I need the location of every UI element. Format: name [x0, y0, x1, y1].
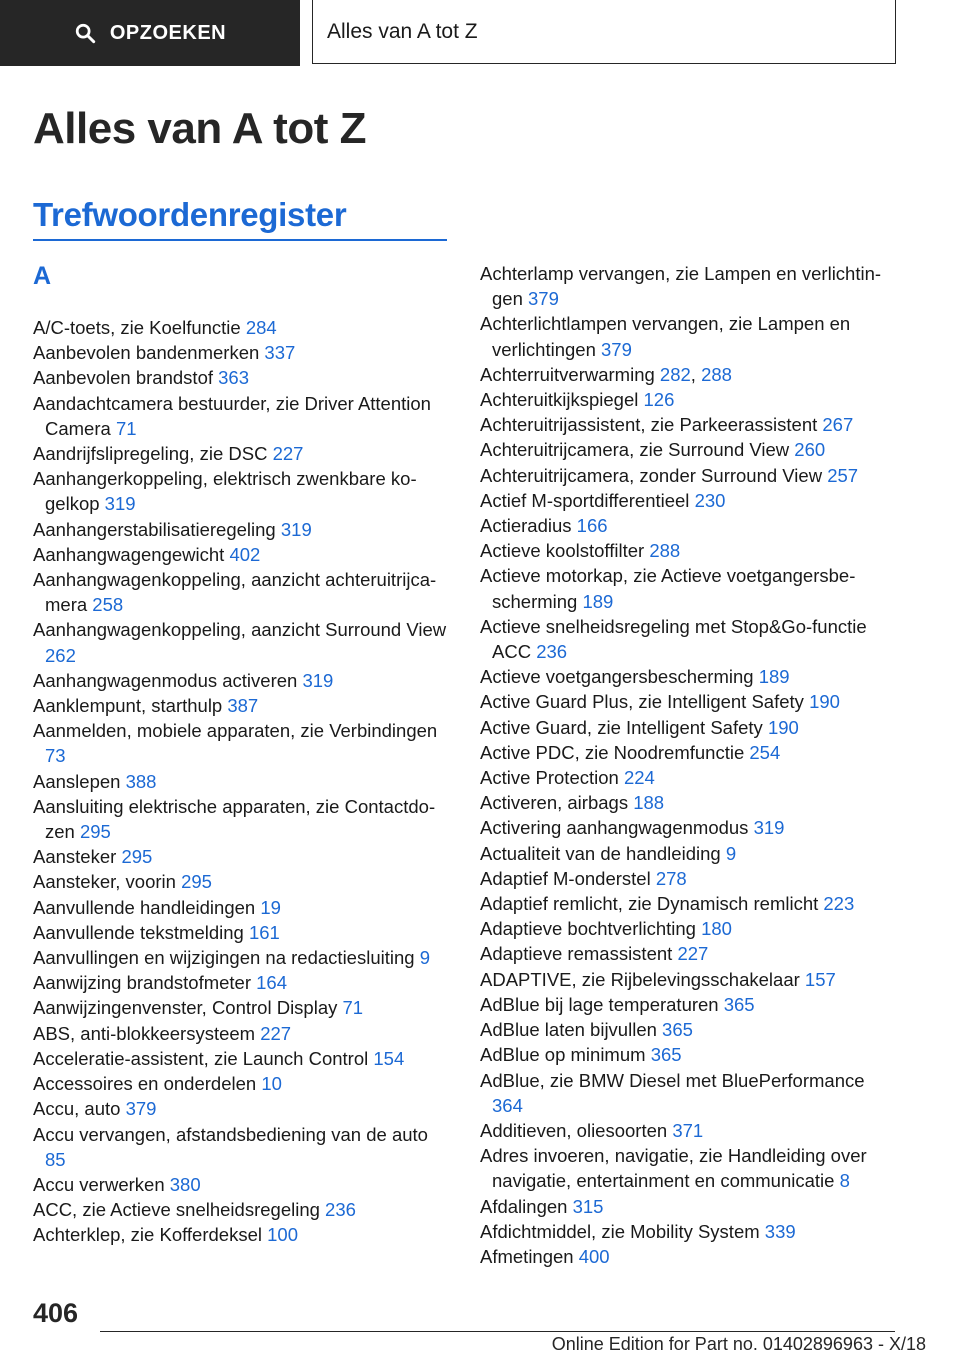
page-link[interactable]: 319 [104, 493, 136, 515]
page-link[interactable]: 400 [578, 1245, 610, 1267]
index-entry-text: Adaptief remlicht, zie Dynamisch remlicht [480, 893, 824, 915]
page-title: Alles van A tot Z [33, 104, 366, 153]
page-link[interactable]: 10 [261, 1073, 282, 1095]
section-divider [33, 239, 447, 241]
page-link[interactable]: 319 [302, 669, 334, 691]
index-entry-text: Active PDC, zie Noodremfunctie [480, 741, 750, 763]
index-entry [33, 794, 451, 844]
page-link[interactable]: 295 [121, 846, 153, 868]
index-entry-text: Achteruitrijcamera, zonder Surround View [480, 464, 828, 486]
index-column-right [480, 261, 900, 1269]
index-entry-text: Afdichtmiddel, zie Mobility System [480, 1220, 765, 1242]
index-entry-text: Actieve voetgangersbescherming [480, 666, 759, 688]
index-entry-text: Aanvullende tekstmelding [33, 921, 249, 943]
index-entry-text: Accessoires en onderdelen [33, 1073, 262, 1095]
page-link[interactable]: 364 [492, 1094, 523, 1116]
index-entry-text: Aanklempunt, starthulp [33, 695, 228, 717]
page-link[interactable]: 85 [45, 1148, 66, 1170]
index-entry [33, 1222, 451, 1247]
page-link[interactable]: 190 [767, 716, 799, 738]
page-link[interactable]: 227 [260, 1022, 292, 1044]
page-link[interactable]: 365 [662, 1019, 693, 1041]
page-link[interactable]: 154 [373, 1047, 405, 1069]
index-entry [33, 970, 451, 995]
page-link[interactable]: 365 [723, 993, 755, 1015]
index-entry [33, 617, 451, 667]
page-link[interactable]: 189 [582, 590, 614, 612]
search-button[interactable] [0, 0, 300, 66]
index-entry-text: Aanhangerstabilisatieregeling [33, 518, 281, 540]
index-entry [33, 693, 451, 718]
footer-divider [100, 1331, 895, 1332]
index-entry [480, 1143, 900, 1193]
index-entry [480, 841, 900, 866]
index-entry-text: Acceleratie-assistent, zie Launch Control [33, 1047, 374, 1069]
index-entry-text: AdBlue op minimum [480, 1044, 651, 1066]
page-link[interactable]: 230 [694, 489, 726, 511]
page-link[interactable]: 295 [79, 821, 111, 843]
index-entry-text: Aanhangwagenmodus activeren [33, 669, 303, 691]
index-entry [33, 1096, 451, 1121]
page-link[interactable]: 258 [92, 594, 124, 616]
index-entry [480, 891, 900, 916]
search-button-label: OPZOEKEN [109, 21, 227, 44]
index-entry [480, 1244, 900, 1269]
index-entry-text: Aanvullende handleidingen [33, 896, 261, 918]
index-entry-text: AdBlue bij lage temperaturen [480, 993, 724, 1015]
index-entry-text: Aanbevolen bandenmerken [33, 342, 265, 364]
page-link[interactable]: 379 [125, 1098, 157, 1120]
page-link[interactable]: 267 [822, 414, 854, 436]
index-entry-text: ACC, zie Actieve snelheidsregeling [33, 1199, 326, 1221]
index-entry: Achterruitverwarming 282, 288 [480, 363, 732, 385]
page-link[interactable]: 227 [677, 943, 709, 965]
index-entry-text: Activeren, airbags [480, 792, 634, 814]
index-entry [33, 391, 451, 441]
index-entry-text: Aanhangerkoppeling, elektrisch zwenkbare kogelkop [33, 468, 417, 515]
page-link[interactable]: 9 [419, 947, 430, 969]
index-entry-text: Achterlamp vervangen, zie Lampen en verlichtingen [480, 263, 882, 310]
index-entry [480, 437, 900, 462]
page-link[interactable]: 223 [823, 893, 855, 915]
page-link[interactable]: 190 [809, 691, 840, 713]
index-entry [33, 718, 451, 768]
index-entry-text: Achterklep, zie Kofferdeksel [33, 1224, 268, 1246]
index-entry [33, 315, 451, 340]
index-entry-text: A/C-toets, zie Koelfunctie [33, 317, 246, 338]
page-link[interactable]: 260 [794, 439, 826, 461]
section-title: Trefwoordenregister [33, 196, 347, 233]
index-entry-text: Aanslepen [33, 770, 126, 792]
page-link[interactable]: 379 [601, 338, 632, 360]
index-entry-text: Aanhangwagengewicht [33, 543, 230, 565]
index-entry [480, 1219, 900, 1244]
index-entry-text: Achteruitkijkspiegel [480, 389, 644, 411]
page-link[interactable]: 363 [218, 367, 250, 389]
index-entry-text: Aanvullingen en wijzigingen na redactiesluiting [33, 947, 420, 969]
page-link[interactable]: 319 [280, 518, 312, 540]
index-entry-text: Adaptieve bochtverlichting [480, 918, 702, 940]
footer-edition-text: Online Edition for Part no. 01402896963 - X/18 [551, 1334, 926, 1354]
index-entry [480, 538, 900, 563]
index-entry-text: Adaptief M-onderstel [480, 867, 656, 889]
page-link[interactable]: 262 [45, 644, 76, 666]
index-entry-text: Actieve koolstoffilter [480, 540, 650, 562]
page-link[interactable]: 282 [659, 363, 691, 385]
index-entry [480, 1194, 900, 1219]
index-entry-text: Accu, auto [33, 1098, 126, 1120]
index-entry [33, 769, 451, 794]
index-entry-text: Aanhangwagenkoppeling, aanzicht Surround View [33, 619, 447, 641]
page-link[interactable]: 236 [536, 641, 568, 663]
page-link[interactable]: 257 [827, 464, 859, 486]
index-entry [480, 992, 900, 1017]
index-entry [480, 311, 900, 361]
index-entry [33, 365, 451, 390]
index-entry [480, 563, 900, 613]
index-entry [33, 1071, 451, 1096]
page-link[interactable]: 224 [623, 767, 655, 789]
page-link[interactable]: 315 [572, 1195, 604, 1217]
page-link[interactable]: 288 [701, 363, 732, 385]
index-entry [33, 1197, 451, 1222]
index-column-left [33, 315, 451, 1248]
index-entry [480, 715, 900, 740]
index-entry [480, 740, 900, 765]
index-entry [33, 869, 451, 894]
page-link[interactable]: 164 [256, 972, 288, 994]
index-entry [480, 261, 900, 311]
page-link[interactable]: 189 [758, 666, 790, 688]
page-link[interactable]: 227 [272, 443, 304, 465]
breadcrumb[interactable] [312, 0, 896, 64]
page-link[interactable]: 380 [169, 1173, 201, 1195]
page-link[interactable]: 71 [115, 417, 137, 439]
page-link[interactable]: 319 [753, 817, 785, 839]
page-link[interactable]: 71 [342, 997, 364, 1019]
index-entry [33, 895, 451, 920]
page-link[interactable]: 19 [260, 896, 281, 918]
index-entry [480, 790, 900, 815]
index-entry [33, 441, 451, 466]
index-entry [33, 945, 451, 970]
index-entry-text: Aanwijzing brandstofmeter [33, 972, 257, 994]
index-entry-text: Achteruitrijassistent, zie Parkeerassistent [480, 414, 823, 436]
index-entry [33, 920, 451, 945]
index-entry-text: Achteruitrijcamera, zie Surround View [480, 439, 795, 461]
index-entry-text: Active Guard, zie Intelligent Safety [480, 716, 768, 738]
index-entry-text: Adres invoeren, navigatie, zie Handleiding over navigatie, entertainment en communicatie [480, 1145, 867, 1192]
page-link[interactable]: 339 [764, 1220, 796, 1242]
breadcrumb-label: Alles van A tot Z [327, 19, 478, 43]
index-entry [33, 1021, 451, 1046]
page-link[interactable]: 188 [633, 792, 665, 814]
index-entry [480, 513, 900, 538]
index-entry-text: Activering aanhangwagenmodus [480, 817, 754, 839]
index-entry-text: AdBlue, zie BMW Diesel met BluePerformance [480, 1069, 865, 1091]
index-entry [480, 1068, 900, 1118]
index-letter-heading: A [33, 262, 52, 290]
index-entry-text: Aandachtcamera bestuurder, zie Driver Attention Camera [33, 392, 431, 439]
index-entry-text: Actualiteit van de handleiding [480, 842, 726, 864]
index-entry [480, 1118, 900, 1143]
page-link[interactable]: 126 [643, 389, 675, 411]
index-entry [480, 815, 900, 840]
page-link[interactable]: 180 [701, 918, 732, 940]
page-link[interactable]: 161 [248, 921, 280, 943]
index-entry-text: Accu vervangen, afstandsbediening van de auto [33, 1123, 428, 1145]
index-entry-text: Aanhangwagenkoppeling, aanzicht achteruitrijcamera [33, 569, 437, 616]
index-entry-text: ABS, anti-blokkeersysteem [33, 1022, 261, 1044]
index-entry [480, 765, 900, 790]
index-entry [33, 542, 451, 567]
index-entry [480, 614, 900, 664]
index-entry [480, 941, 900, 966]
index-entry [33, 1122, 451, 1172]
page-link[interactable]: 284 [245, 317, 277, 338]
index-entry-text: Aansteker [33, 846, 122, 868]
index-entry [480, 488, 900, 513]
page-link[interactable]: 157 [804, 968, 836, 990]
index-entry-text: Actief M-sportdifferentieel [480, 489, 695, 511]
index-entry-text: Additieven, oliesoorten [480, 1119, 673, 1141]
index-entry-text: Afdalingen [480, 1195, 573, 1217]
index-entry [480, 689, 900, 714]
page-link[interactable]: 371 [672, 1119, 704, 1141]
index-entry-text: Actieve motorkap, zie Actieve voetgangersbescherming [480, 565, 856, 612]
index-entry-text: Actieve snelheidsregeling met Stop&Go-functie ACC [480, 615, 867, 663]
index-entry-text: AdBlue laten bijvullen [480, 1019, 663, 1041]
page-link[interactable]: 337 [264, 342, 296, 364]
index-entry [480, 866, 900, 891]
page-link[interactable]: 8 [839, 1170, 850, 1192]
index-entry-text: Aandrijfslipregeling, zie DSC [33, 443, 273, 465]
index-entry [33, 995, 451, 1020]
page-link[interactable]: 166 [576, 515, 608, 537]
index-entry-text: ADAPTIVE, zie Rijbelevingsschakelaar [480, 968, 805, 990]
index-entry-text: Aansluiting elektrische apparaten, zie Contactdozen [33, 795, 436, 843]
index-entry [33, 668, 451, 693]
page-link[interactable]: 9 [725, 842, 737, 864]
index-entry [480, 412, 900, 437]
index-entry-text: Adaptieve remassistent [480, 943, 678, 965]
index-entry [33, 340, 451, 365]
page-link[interactable]: 365 [650, 1044, 682, 1066]
index-entry-text: Aanwijzingenvenster, Control Display [33, 997, 343, 1019]
index-entry [480, 1017, 900, 1042]
index-entry-text: Active Protection [480, 767, 624, 789]
page-link[interactable]: 236 [325, 1199, 356, 1221]
index-entry [480, 463, 900, 488]
index-entry [33, 1046, 451, 1071]
page-link[interactable]: 387 [227, 695, 259, 717]
page-link[interactable]: 288 [649, 540, 681, 562]
page-link[interactable]: 379 [528, 288, 559, 310]
search-icon [74, 22, 96, 44]
index-entry-text: Achterlichtlampen vervangen, zie Lampen en verlichtingen [480, 313, 851, 360]
index-entry [33, 844, 451, 869]
page-link[interactable]: 254 [749, 741, 781, 763]
index-entry [480, 664, 900, 689]
index-entry [33, 517, 451, 542]
index-entry-text: Aansteker, voorin [33, 871, 182, 893]
index-entry [480, 387, 900, 412]
index-entry [33, 1172, 451, 1197]
page-link[interactable]: 100 [267, 1224, 298, 1246]
index-entry-text: Accu verwerken [33, 1173, 170, 1195]
page-link[interactable]: 388 [125, 770, 157, 792]
index-entry [480, 967, 900, 992]
page-number: 406 [33, 1298, 79, 1328]
index-entry-text: Aanbevolen brandstof [33, 367, 219, 389]
page-link[interactable]: 402 [229, 543, 261, 565]
page-link[interactable]: 73 [45, 745, 66, 767]
index-entry [33, 567, 451, 617]
index-entry-text: Actieradius [480, 515, 577, 537]
index-entry-text: Afmetingen [480, 1245, 579, 1267]
page-link[interactable]: 295 [181, 871, 212, 893]
index-entry-text: Aanmelden, mobiele apparaten, zie Verbindingen [33, 720, 438, 742]
index-entry-text: Achterruitverwarming [480, 363, 660, 385]
top-bar [0, 0, 960, 66]
index-entry-text: Active Guard Plus, zie Intelligent Safety [480, 691, 810, 713]
index-entry [480, 916, 900, 941]
index-entry [480, 1042, 900, 1067]
page-link[interactable]: 278 [655, 867, 687, 889]
index-entry [33, 466, 451, 516]
